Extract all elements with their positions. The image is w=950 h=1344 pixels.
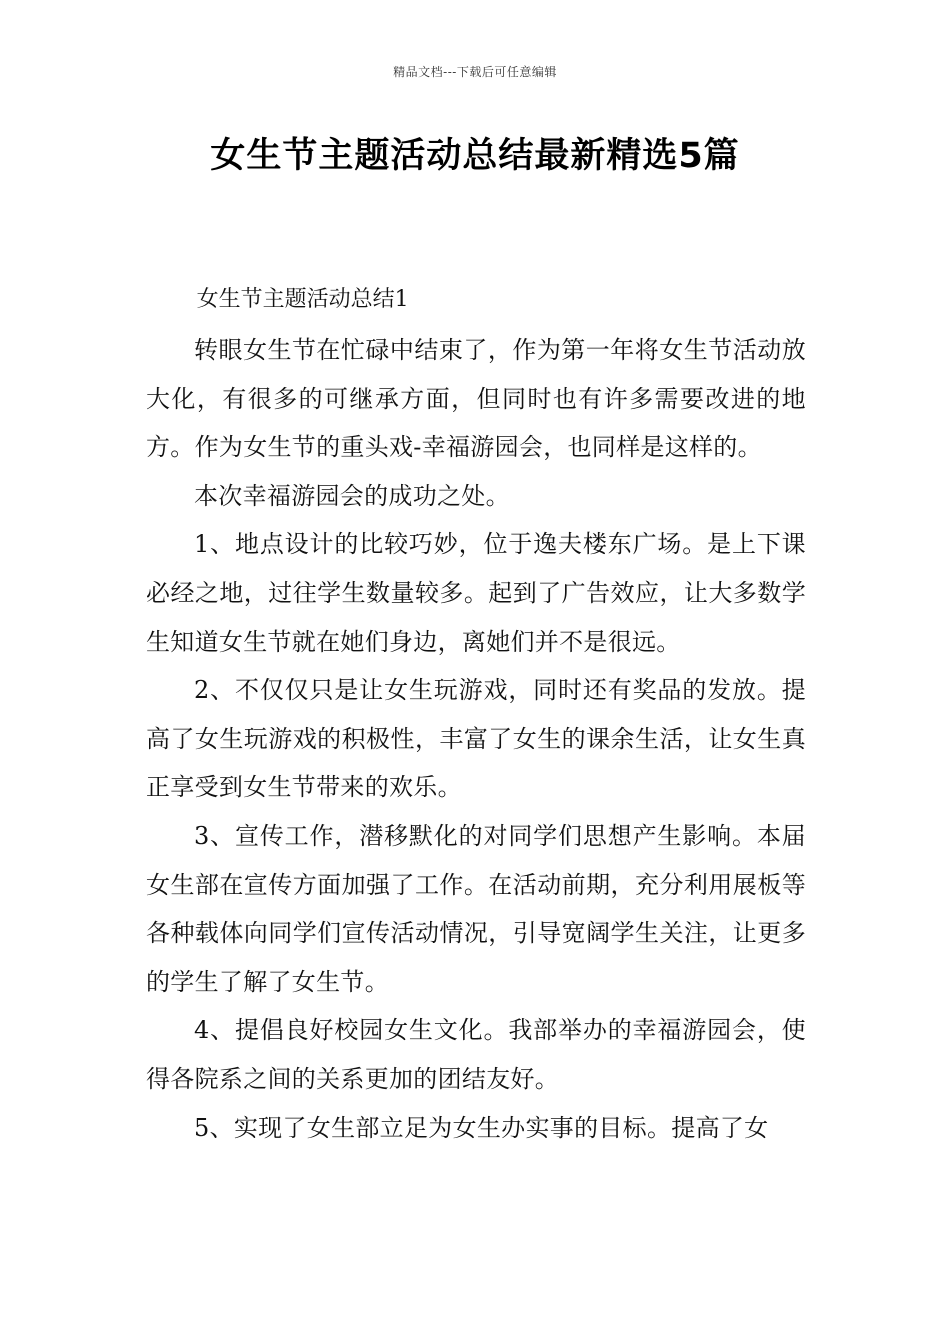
paragraph-7: 5、实现了女生部立足为女生办实事的目标。提高了女 [194,1113,769,1142]
paragraph-2: 本次幸福游园会的成功之处。 [194,481,510,510]
paragraph-4: 2、不仅仅只是让女生玩游戏，同时还有奖品的发放。提高了女生玩游戏的积极性，丰富了女生的课余生活，让女生真正享受到女生节带来的欢乐。 [146,676,806,802]
document-title: 女生节主题活动总结最新精选5篇 [210,136,740,176]
header-note: 精品文档---下载后可任意编辑 [393,65,557,79]
paragraph-6: 4、提倡良好校园女生文化。我部举办的幸福游园会，使得各院系之间的关系更加的团结友好。 [146,1016,806,1093]
section-heading: 女生节主题活动总结1 [196,287,409,312]
paragraph-5: 3、宣传工作，潜移默化的对同学们思想产生影响。本届女生部在宣传方面加强了工作。在活动前期，充分利用展板等各种载体向同学们宣传活动情况，引导宽阔学生关注，让更多的学生了解了女生节。 [146,821,806,996]
paragraph-3: 1、地点设计的比较巧妙，位于逸夫楼东广场。是上下课必经之地，过往学生数量较多。起到了广告效应，让大多数学生知道女生节就在她们身边，离她们并不是很远。 [146,530,806,656]
paragraph-1: 转眼女生节在忙碌中结束了，作为第一年将女生节活动放大化，有很多的可继承方面，但同时也有许多需要改进的地方。作为女生节的重头戏-幸福游园会，也同样是这样的。 [146,336,806,462]
document-body [146,282,806,1152]
